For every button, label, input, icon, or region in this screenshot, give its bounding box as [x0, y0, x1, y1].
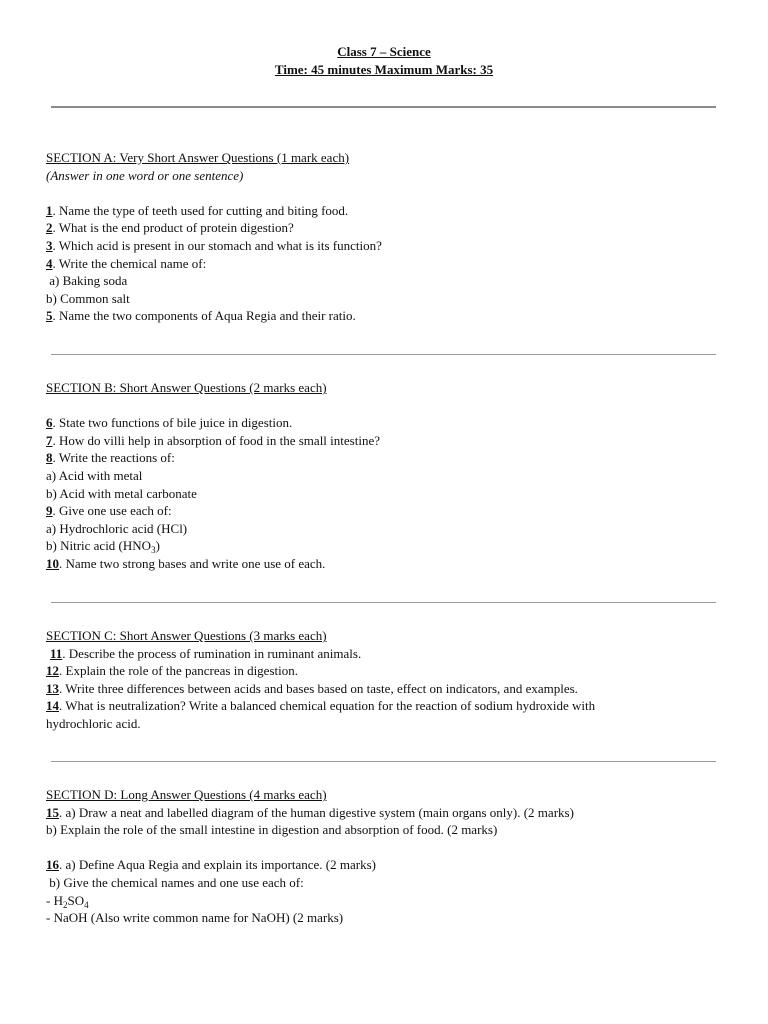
question-number: 11 — [50, 645, 63, 661]
question-number: 1 — [46, 202, 53, 218]
question-14 — [46, 697, 726, 715]
question-8-part-b: b) Acid with metal carbonate — [46, 485, 197, 501]
divider-top — [51, 106, 716, 108]
formula-text: b) Nitric acid (HNO — [46, 538, 152, 554]
question-2 — [46, 219, 726, 237]
question-6 — [46, 414, 726, 432]
question-15-part-b: b) Explain the role of the small intestine in digestion and absorption of food. (2 marks) — [46, 822, 498, 838]
question-5 — [46, 307, 726, 325]
question-number: 9 — [46, 503, 53, 519]
formula-subscript: 2 — [62, 899, 68, 910]
formula-subscript: 3 — [151, 545, 156, 556]
question-number: 14 — [46, 698, 59, 714]
question-text: . How do villi help in absorption of food in the small intestine? — [52, 432, 380, 448]
question-14-continuation: hydrochloric acid. — [46, 715, 141, 731]
question-9 — [46, 502, 726, 520]
question-9-part-b — [46, 537, 726, 555]
question-text: . Which acid is present in our stomach and what is its function? — [52, 237, 382, 253]
question-text: . State two functions of bile juice in digestion. — [52, 415, 293, 431]
question-text: . Name two strong bases and write one use of each. — [59, 555, 326, 571]
section-a-instruction: (Answer in one word or one sentence) — [46, 167, 244, 183]
formula-text: - H — [46, 892, 63, 908]
question-10 — [46, 555, 726, 573]
question-3 — [46, 237, 726, 255]
question-4-part-b: b) Common salt — [46, 290, 130, 306]
question-16-item-2: - NaOH (Also write common name for NaOH) (2 marks) — [46, 910, 344, 926]
question-number: 6 — [46, 415, 53, 431]
formula-subscript: 4 — [84, 899, 89, 910]
question-8-part-a: a) Acid with metal — [46, 467, 143, 483]
question-text: . a) Draw a neat and labelled diagram of the human digestive system (main organs only). (2 marks) — [59, 804, 574, 820]
question-12 — [46, 662, 726, 680]
question-text: . a) Define Aqua Regia and explain its importance. (2 marks) — [59, 857, 376, 873]
question-13 — [46, 680, 726, 698]
question-number: 7 — [46, 432, 53, 448]
question-number: 8 — [46, 450, 53, 466]
question-text: . Write the reactions of: — [52, 450, 175, 466]
question-number: 2 — [46, 220, 53, 236]
question-number: 16 — [46, 857, 59, 873]
question-8 — [46, 449, 726, 467]
paper-title: Class 7 – Science — [337, 44, 431, 59]
divider-b-c — [51, 602, 716, 603]
question-text: . Name the two components of Aqua Regia and their ratio. — [52, 308, 356, 324]
question-text: . What is neutralization? Write a balanced chemical equation for the reaction of sodium hydroxide with — [59, 698, 596, 714]
paper-header — [0, 43, 768, 78]
question-text: . Describe the process of rumination in ruminant animals. — [62, 645, 362, 661]
question-text: . Explain the role of the pancreas in digestion. — [59, 663, 298, 679]
question-16-item-1 — [46, 892, 726, 910]
question-number: 4 — [46, 255, 53, 271]
question-11 — [46, 645, 726, 663]
question-number: 3 — [46, 237, 53, 253]
question-number: 12 — [46, 663, 59, 679]
paper-subtitle: Time: 45 minutes Maximum Marks: 35 — [274, 61, 494, 77]
section-c-title: SECTION C: Short Answer Questions (3 marks each) — [46, 628, 327, 643]
question-16-part-b: b) Give the chemical names and one use each of: — [46, 874, 304, 890]
question-7 — [46, 432, 726, 450]
section-a — [46, 149, 726, 325]
question-text: . Name the type of teeth used for cutting and biting food. — [52, 202, 349, 218]
formula-text: ) — [155, 538, 160, 554]
question-16 — [46, 856, 726, 874]
question-number: 5 — [46, 308, 53, 324]
question-number: 10 — [46, 555, 59, 571]
question-text: . What is the end product of protein digestion? — [52, 220, 294, 236]
question-text: . Give one use each of: — [52, 503, 172, 519]
divider-c-d — [51, 761, 716, 762]
section-a-title: SECTION A: Very Short Answer Questions (1 mark each) — [46, 150, 350, 165]
question-4 — [46, 255, 726, 273]
section-b-title: SECTION B: Short Answer Questions (2 marks each) — [46, 380, 327, 395]
question-4-part-a: a) Baking soda — [46, 273, 128, 289]
divider-a-b — [51, 354, 716, 355]
section-d-title: SECTION D: Long Answer Questions (4 marks each) — [46, 787, 327, 802]
section-b — [46, 379, 726, 573]
question-number: 15 — [46, 804, 59, 820]
question-9-part-a: a) Hydrochloric acid (HCl) — [46, 520, 188, 536]
question-number: 13 — [46, 680, 59, 696]
question-text: . Write the chemical name of: — [52, 255, 207, 271]
section-c — [46, 627, 726, 733]
formula-text: SO — [67, 892, 85, 908]
question-1 — [46, 202, 726, 220]
question-15 — [46, 804, 726, 822]
section-d — [46, 786, 726, 927]
question-text: . Write three differences between acids and bases based on taste, effect on indicators, and examples. — [59, 680, 578, 696]
